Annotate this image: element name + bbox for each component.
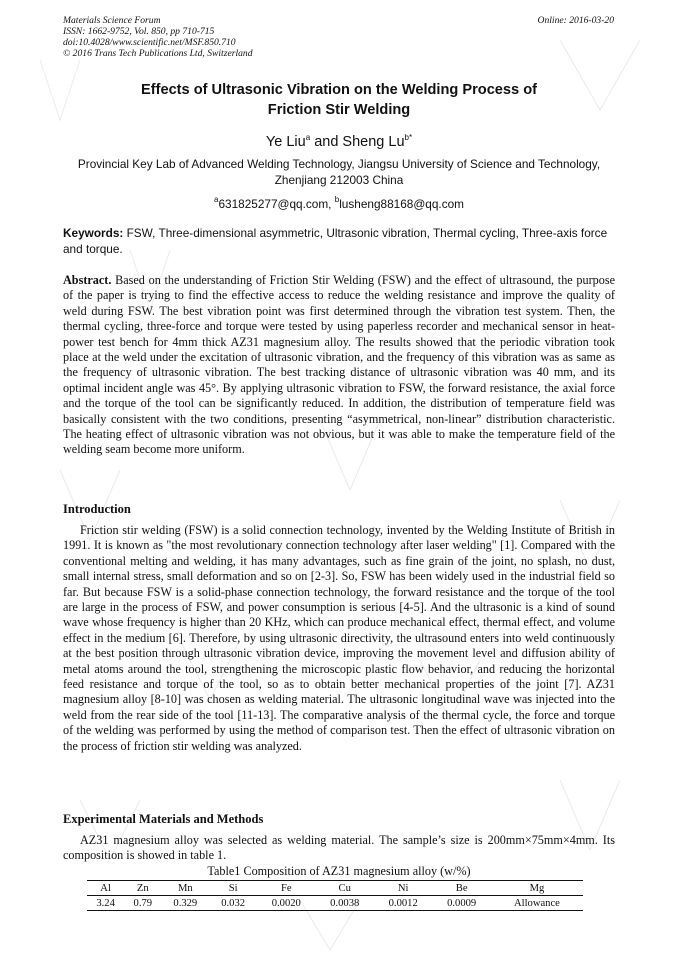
doi-line: doi:10.4028/www.scientific.net/MSF.850.710 — [63, 37, 236, 48]
table-cell: 0.032 — [221, 897, 246, 909]
author-1-sup: a — [305, 133, 311, 142]
table-caption: Table1 Composition of AZ31 magnesium alloy (w/%) — [207, 864, 471, 878]
keywords-block — [63, 226, 615, 257]
journal-header — [63, 15, 253, 59]
table-header-row — [87, 881, 583, 896]
table-cell: 0.329 — [173, 897, 198, 909]
affiliation-line-1: Provincial Key Lab of Advanced Welding Technology, Jiangsu University of Science and Technology, — [77, 157, 601, 171]
issn-line: ISSN: 1662-9752, Vol. 850, pp 710-715 — [63, 26, 215, 37]
methods-paragraph: AZ31 magnesium alloy was selected as welding material. The sample’s size is 200mm×75mm×4mm. Its composition is showed in table 1. — [63, 833, 615, 863]
table-cell: Allowance — [513, 897, 560, 909]
table-cell: 0.0012 — [388, 897, 418, 909]
author-2-sup: b* — [404, 133, 413, 142]
table-header-cell: Cu — [338, 882, 351, 894]
online-date: Online: 2016-03-20 — [537, 15, 614, 26]
email-b-sup: b — [334, 195, 340, 204]
table-cell: 0.0020 — [271, 897, 301, 909]
table-header-cell: Zn — [136, 882, 149, 894]
email-a-sup: a — [214, 195, 219, 204]
affiliation-line-2: Zhenjiang 212003 China — [274, 173, 404, 187]
keywords-label: Keywords: — [63, 226, 124, 240]
table-row — [87, 896, 583, 911]
title-line-1: Effects of Ultrasonic Vibration on the Welding Process of — [141, 82, 537, 98]
table-cell: 0.0009 — [447, 897, 477, 909]
methods-section — [63, 833, 615, 864]
email-b: lusheng88168@qq.com — [339, 197, 464, 211]
table-cell: 3.24 — [96, 897, 115, 909]
journal-name: Materials Science Forum — [63, 15, 161, 26]
keywords-text: FSW, Three-dimensional asymmetric, Ultrasonic vibration, Thermal cycling, Three-axis force and torque. — [63, 226, 608, 256]
table-cell: 0.0038 — [330, 897, 360, 909]
email-a: 631825277@qq.com, — [218, 197, 335, 211]
table-header-cell: Al — [100, 882, 111, 894]
affiliation — [63, 156, 615, 188]
introduction-section — [63, 523, 615, 754]
paper-title — [63, 80, 615, 120]
author-2: Sheng Lu — [342, 134, 405, 150]
introduction-paragraph: Friction stir welding (FSW) is a solid connection technology, invented by the Welding Institute of British in 1991. It is known as "the most revolutionary connection technology after laser welding" [1]. Compared with the conventional melting and welding, it has many advantages, such as fine grain of the joint, no splash, no dust, small internal stress, small deformation and so on [2-3]. So, FSW has been widely used in the industrial field so far. But because FSW is a solid-phase connection technology, the forward resistance and the torque of the tool are large in the process of FSW, and power consumption is serious [4-5]. And the ultrasonic is a kind of sound wave whose frequency is higher than 20 KHz, which can produce mechanical effect, thermal effect, and volume effect in the medium [6]. Therefore, by using ultrasonic directivity, the ultrasound enters into weld continuously at the best position through ultrasonic vibration device, improving the movement level and diffusion ability of metal atoms around the tool, strengthening the microscopic plastic flow behavior, and reducing the horizontal feed resistance and torque of the tool, so as to obtain better mechanical properties of the joint [7]. AZ31 magnesium alloy [8-10] was chosen as welding material. The ultrasonic longitudinal wave was injected into the weld from the rear side of the tool [11-13]. The comparative analysis of the thermal cycle, the force and torque of the welding was performed by using the method of comparison test. Then the effect of ultrasonic vibration on the process of friction stir welding was analyzed. — [63, 523, 615, 753]
abstract-label: Abstract. — [63, 273, 112, 287]
abstract-block — [63, 273, 615, 458]
table-header-cell: Mg — [529, 882, 545, 894]
author-1: Ye Liu — [265, 134, 306, 150]
abstract-text: Based on the understanding of Friction Stir Welding (FSW) and the effect of ultrasound, the purpose of the paper is trying to find the effective access to reduce the welding resistance and improve the quality of weld during FSW. The best vibration point was first determined through the vibration test system. Then, the thermal cycling, three-force and torque were tested by using paperless recorder and mechanical sensor in heat-power test bench for 4mm thick AZ31 magnesium alloy. The results showed that the periodic vibration took place at the weld under the excitation of ultrasonic vibration, and the frequency of this vibration was as same as the frequency of ultrasonic vibration. The best tracking distance of ultrasonic vibration was 40 mm, and its optimal incident angle was 45°. By applying ultrasonic vibration to FSW, the forward resistance, the axial force and the torque of the tool can be significantly reduced. In addition, the distribution of temperature field was basically consistent with the two conditions, presenting “asymmetrical, non-linear” distribution characteristic. The heating effect of ultrasonic vibration was not obvious, but it was able to make the temperature field of the welding seam become more uniform. — [63, 273, 615, 457]
introduction-heading: Introduction — [63, 502, 131, 516]
author-conjunction: and — [310, 134, 343, 150]
table-header-cell: Si — [228, 882, 238, 894]
methods-heading: Experimental Materials and Methods — [63, 812, 264, 826]
composition-table — [87, 880, 583, 911]
table-cell: 0.79 — [133, 897, 153, 909]
table-header-cell: Mn — [177, 882, 193, 894]
table-header-cell: Ni — [397, 882, 409, 894]
copyright-line: © 2016 Trans Tech Publications Ltd, Switzerland — [63, 48, 253, 59]
author-emails — [63, 193, 615, 211]
table-header-cell: Fe — [280, 882, 292, 894]
table-header-cell: Be — [455, 882, 468, 894]
title-line-2: Friction Stir Welding — [267, 102, 411, 118]
author-list — [63, 129, 615, 151]
